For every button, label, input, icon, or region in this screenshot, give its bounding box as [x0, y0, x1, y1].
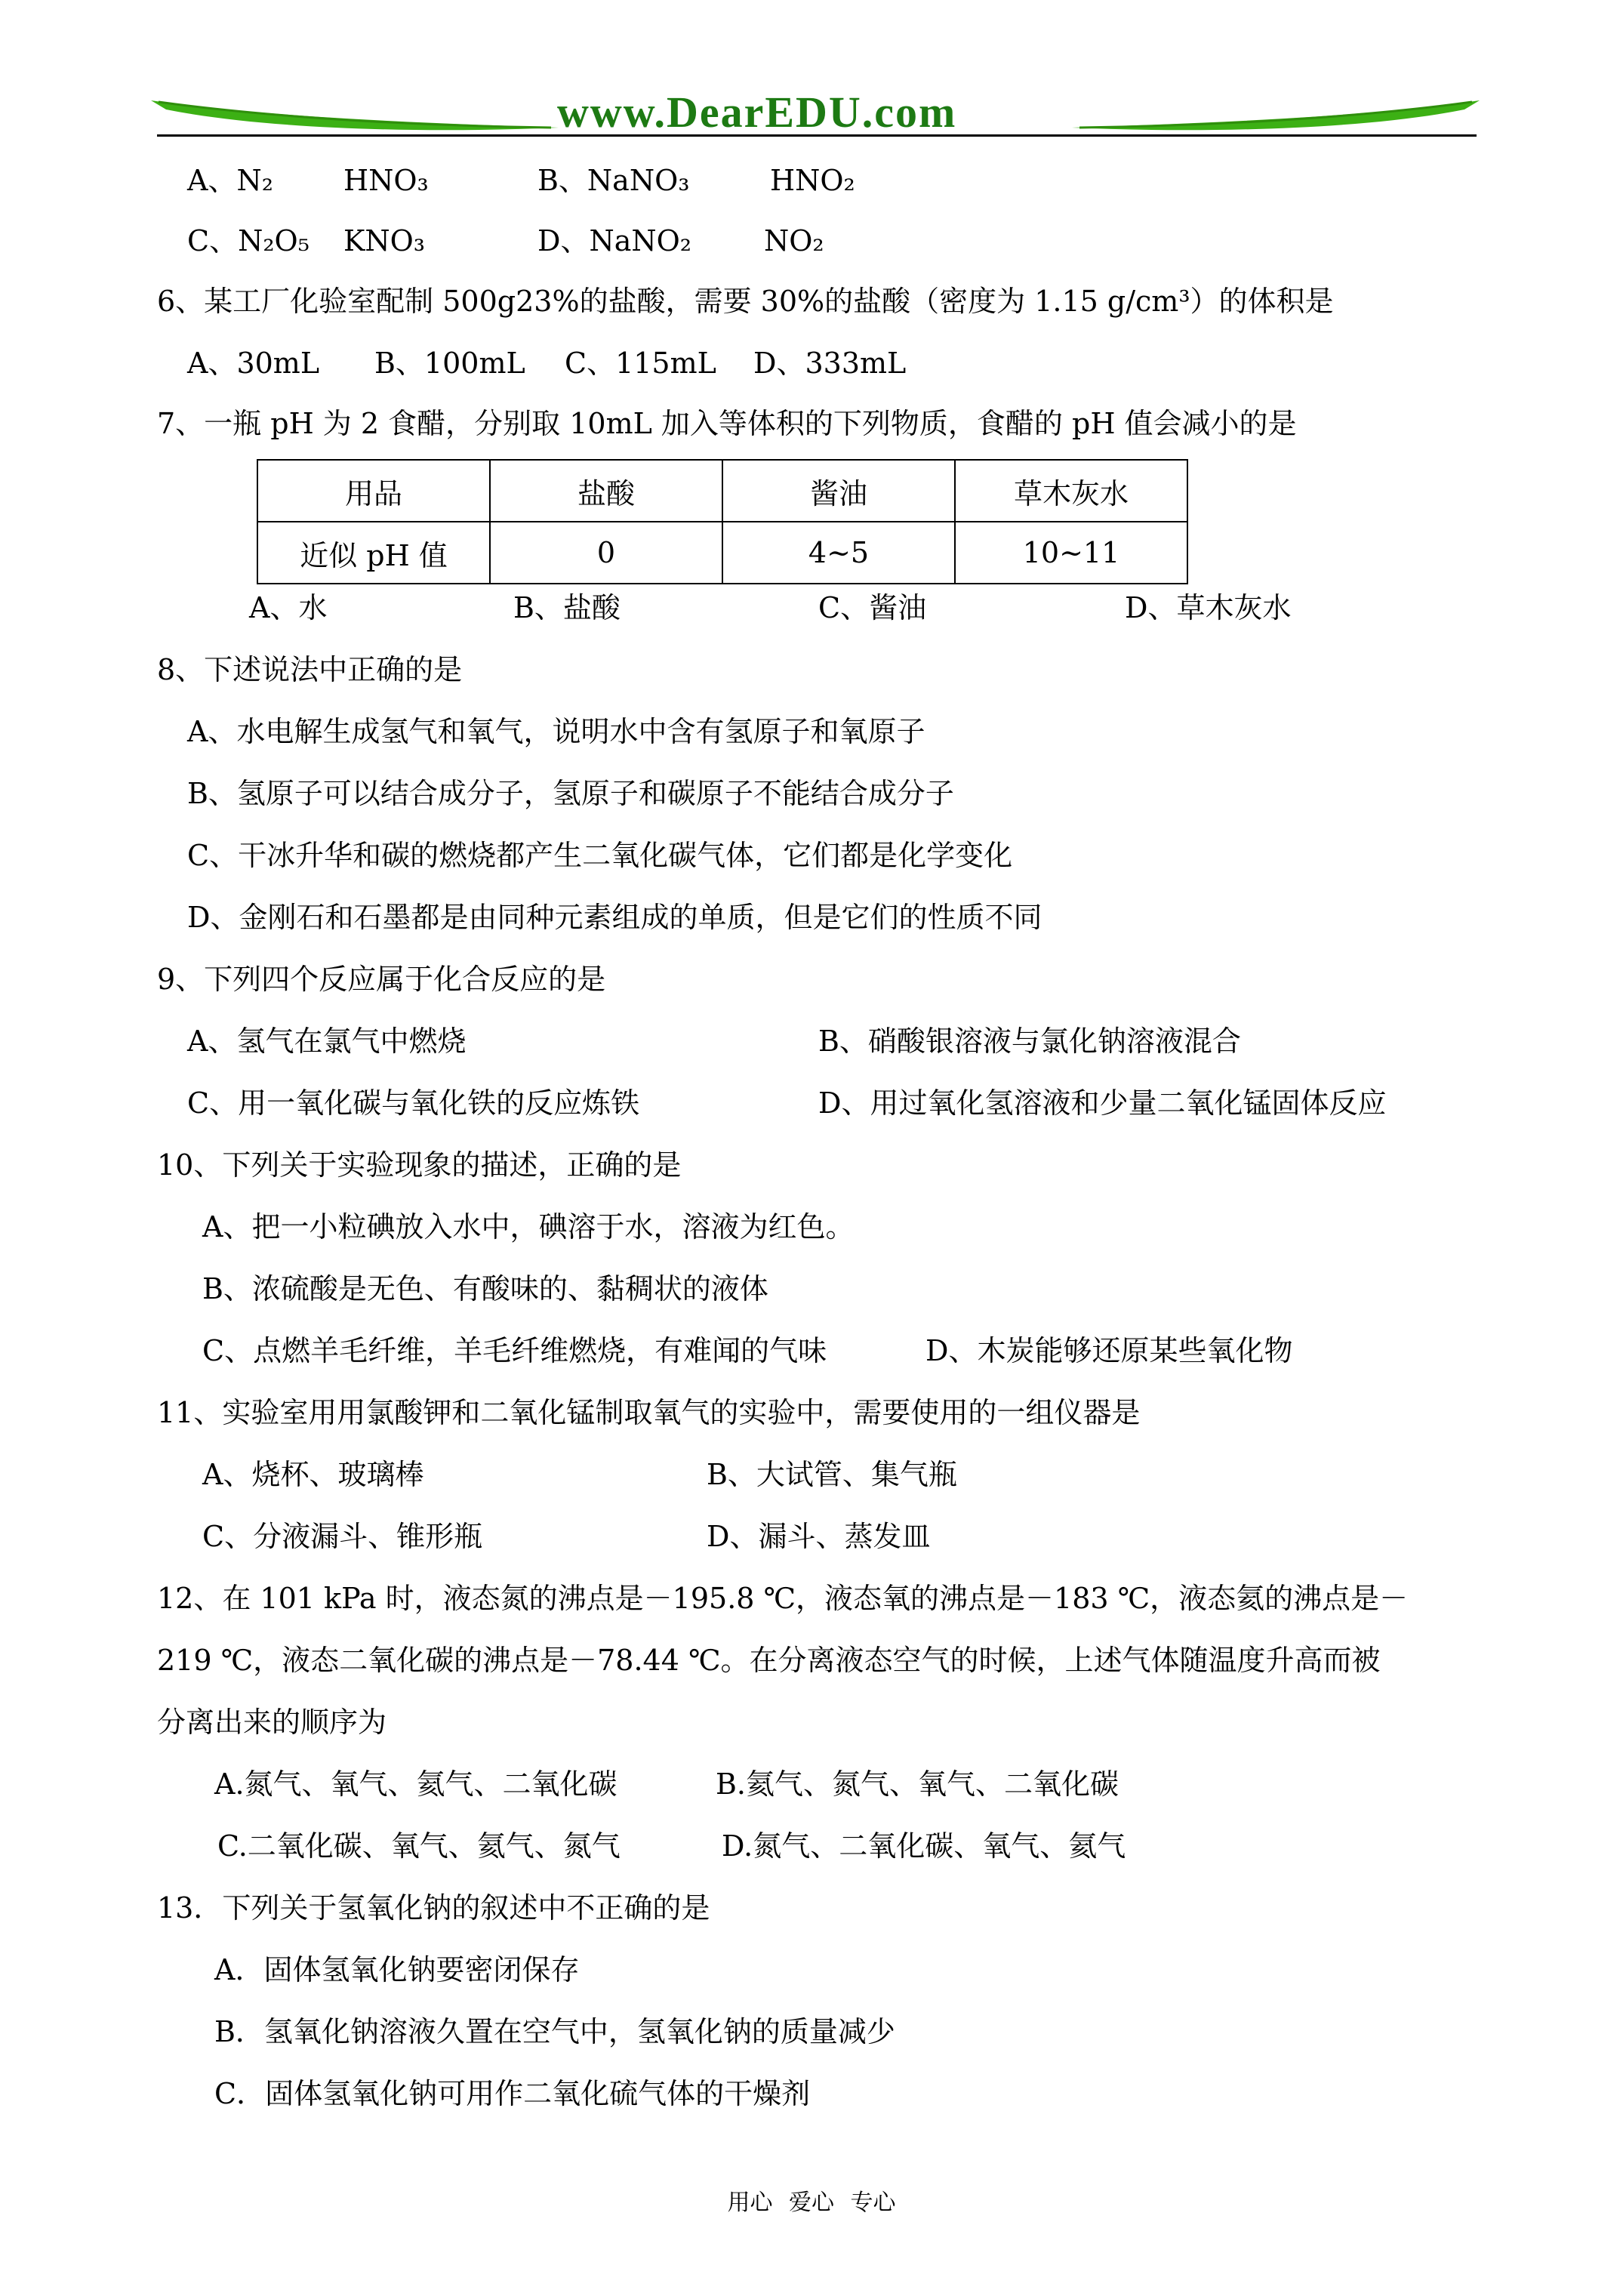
q13-question: 13．下列关于氢氧化钠的叙述中不正确的是	[157, 1891, 710, 1925]
q7-option-b: B、盐酸	[513, 591, 621, 624]
q13-option-b: B．氢氧化钠溶液久置在空气中，氢氧化钠的质量减少	[214, 2015, 895, 2048]
q11-option-d: D、漏斗、蒸发皿	[707, 1520, 931, 1553]
footer-text-3: 专心	[850, 2190, 896, 2216]
ph-table	[257, 459, 1188, 584]
q7-option-a: A、水	[249, 591, 328, 624]
q12-question-line-3: 分离出来的顺序为	[157, 1706, 387, 1739]
header-left-swoosh	[151, 94, 559, 137]
footer-text-2: 爱心	[789, 2190, 834, 2216]
table-row	[257, 522, 1187, 584]
table-cell: 4~5	[722, 522, 955, 584]
q12-question-line-2: 219 ℃，液态二氧化碳的沸点是－78.44 ℃。在分离液态空气的时候，上述气体随温度升高而被	[157, 1644, 1381, 1677]
q5-option-b: B、NaNO₃	[537, 164, 690, 197]
q5-option-a2: HNO₃	[343, 164, 429, 197]
table-cell: 用品	[257, 460, 490, 522]
q11-option-c: C、分液漏斗、锥形瓶	[202, 1520, 483, 1553]
q7-question: 7、一瓶 pH 为 2 食醋，分别取 10mL 加入等体积的下列物质，食醋的 pH 值会减小的是	[157, 407, 1297, 440]
q9-option-c: C、用一氧化碳与氧化铁的反应炼铁	[187, 1086, 640, 1120]
site-logo: www.DearEDU.com	[557, 88, 957, 137]
footer-text-1: 用心	[727, 2190, 773, 2216]
q9-option-d: D、用过氧化氢溶液和少量二氧化锰固体反应	[818, 1086, 1387, 1120]
q7-option-c: C、酱油	[818, 591, 927, 624]
table-row	[257, 460, 1187, 522]
q13-option-a: A．固体氢氧化钠要密闭保存	[214, 1953, 580, 1986]
q5-option-a: A、N₂	[187, 164, 273, 197]
q5-option-c2: KNO₃	[343, 224, 426, 257]
q8-option-d: D、金刚石和石墨都是由同种元素组成的单质，但是它们的性质不同	[187, 901, 1042, 934]
q11-question: 11、实验室用用氯酸钾和二氧化锰制取氧气的实验中，需要使用的一组仪器是	[157, 1396, 1141, 1429]
q5-option-d: D、NaNO₂	[537, 224, 692, 257]
q12-option-b: B.氦气、氮气、氧气、二氧化碳	[716, 1767, 1119, 1801]
table-cell: 草木灰水	[955, 460, 1187, 522]
q12-option-d: D.氮气、二氧化碳、氧气、氦气	[722, 1829, 1126, 1863]
q12-option-a: A.氮气、氧气、氦气、二氧化碳	[214, 1767, 617, 1801]
q10-question: 10、下列关于实验现象的描述，正确的是	[157, 1148, 682, 1182]
table-cell: 10~11	[955, 522, 1187, 584]
q13-option-c: C．固体氢氧化钠可用作二氧化硫气体的干燥剂	[214, 2077, 811, 2110]
q12-option-c: C.二氧化碳、氧气、氦气、氮气	[217, 1829, 621, 1863]
q12-question-line-1: 12、在 101 kPa 时，液态氮的沸点是－195.8 ℃，液态氧的沸点是－183 ℃，液态氦的沸点是－	[157, 1582, 1409, 1615]
page-footer	[0, 2184, 1623, 2217]
q6-option-d: D、333mL	[753, 347, 907, 380]
q11-option-a: A、烧杯、玻璃棒	[202, 1458, 424, 1491]
q6-question: 6、某工厂化验室配制 500g23%的盐酸，需要 30%的盐酸（密度为 1.15 g/cm³）的体积是	[157, 285, 1334, 318]
q7-option-d: D、草木灰水	[1125, 591, 1292, 624]
header-right-swoosh	[1072, 94, 1480, 137]
q10-option-a: A、把一小粒碘放入水中，碘溶于水，溶液为红色。	[202, 1210, 855, 1244]
header-rule	[157, 134, 1477, 137]
q8-option-b: B、氢原子可以结合成分子，氢原子和碳原子不能结合成分子	[187, 777, 954, 810]
q10-option-b: B、浓硫酸是无色、有酸味的、黏稠状的液体	[202, 1272, 768, 1305]
q10-option-d: D、木炭能够还原某些氧化物	[925, 1334, 1293, 1367]
q9-option-b: B、硝酸银溶液与氯化钠溶液混合	[818, 1025, 1241, 1058]
q8-option-c: C、干冰升华和碳的燃烧都产生二氧化碳气体，它们都是化学变化	[187, 839, 1013, 872]
q9-question: 9、下列四个反应属于化合反应的是	[157, 963, 606, 996]
q5-option-c: C、N₂O₅	[187, 224, 310, 257]
table-cell: 酱油	[722, 460, 955, 522]
q6-option-b: B、100mL	[374, 347, 525, 380]
table-cell: 近似 pH 值	[257, 522, 490, 584]
q9-option-a: A、氢气在氯气中燃烧	[187, 1025, 467, 1058]
table-cell: 0	[490, 522, 722, 584]
q5-option-b2: HNO₂	[770, 164, 855, 197]
q10-option-c: C、点燃羊毛纤维，羊毛纤维燃烧，有难闻的气味	[202, 1334, 827, 1367]
q6-option-c: C、115mL	[565, 347, 716, 380]
q11-option-b: B、大试管、集气瓶	[707, 1458, 957, 1491]
q5-option-d2: NO₂	[764, 224, 824, 257]
q8-question: 8、下述说法中正确的是	[157, 653, 463, 686]
q8-option-a: A、水电解生成氢气和氧气，说明水中含有氢原子和氧原子	[187, 715, 925, 748]
q6-option-a: A、30mL	[187, 347, 320, 380]
table-cell: 盐酸	[490, 460, 722, 522]
